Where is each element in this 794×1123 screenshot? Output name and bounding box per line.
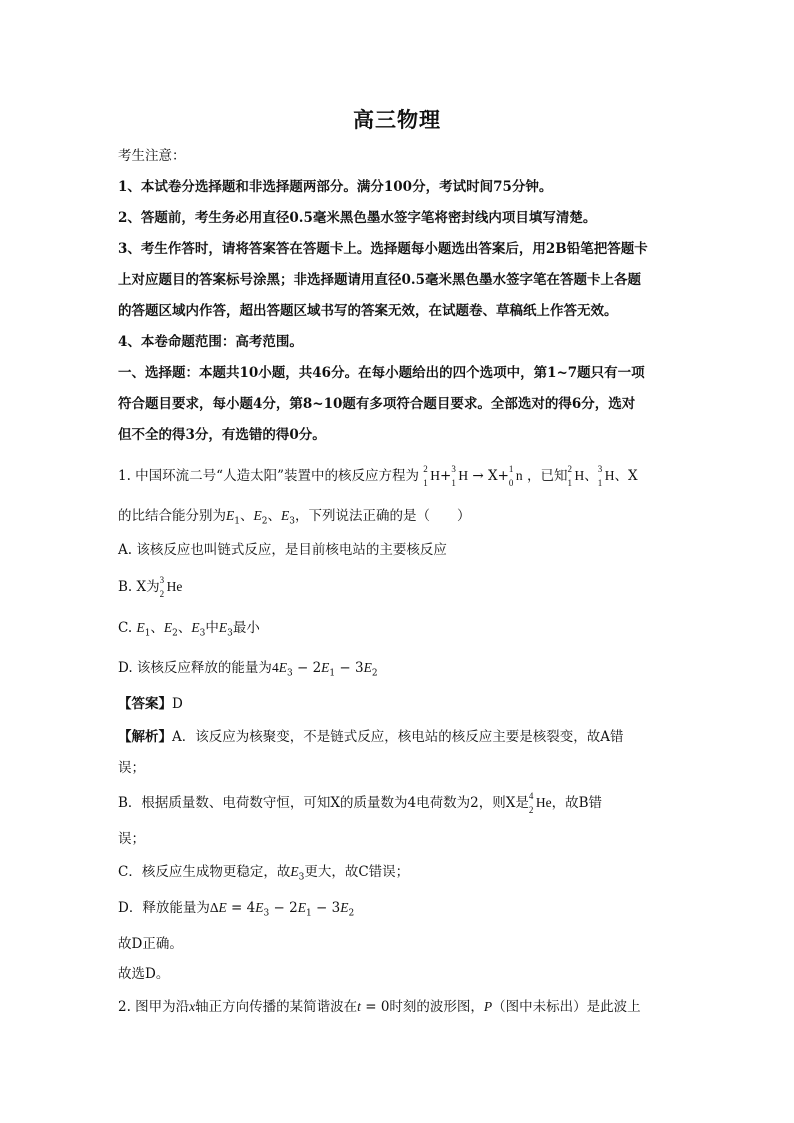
q1-stem-line2: 的比结合能分别为$E_1$、$E_2$、$E_3$，下列说法正确的是（ ） xyxy=(118,508,471,527)
q1-conclusion-2: 故选D。 xyxy=(118,966,170,982)
section-intro-2: 符合题目要求，每小题4分，第8~10题有多项符合题目要求。全部选对的得6分，选对 xyxy=(118,396,636,412)
q1-analysis-b2: 误； xyxy=(118,831,145,847)
notice-4: 4、本卷命题范围：高考范围。 xyxy=(118,334,303,350)
q1-option-b: B. X为 3 2 He xyxy=(118,575,183,599)
page-title: 高三物理 xyxy=(353,107,441,132)
section-intro-3: 但不全的得3分，有选错的得0分。 xyxy=(118,427,326,443)
section-intro-1: 一、选择题：本题共10小题，共46分。在每小题给出的四个选项中，第1~7题只有一项 xyxy=(118,365,645,381)
q1-analysis-b: B．根据质量数、电荷数守恒，可知X的质量数为4电荷数为2，则X是 4 2 He，故B错 xyxy=(118,791,602,815)
notice-heading: 考生注意： xyxy=(118,148,186,164)
q1-stem-line1: 1. 中国环流二号“人造太阳”装置中的核反应方程为 2 1 H+ 3 1 H → X+ 1 0 n ，已知 2 1 H、 3 1 H、X xyxy=(118,464,638,488)
reaction-equation: 2 1 H+ 3 1 H → X+ 1 0 n xyxy=(423,464,523,488)
notice-2: 2、答题前，考生务必用直径0.5毫米黑色墨水签字笔将密封线内项目填写清楚。 xyxy=(118,210,597,226)
q1-analysis-a2: 误； xyxy=(118,760,145,776)
q1-analysis-d: D．释放能量为$\Delta E = 4E_3 - 2E_1 - 3E_2$ xyxy=(118,900,355,919)
q2-stem-line1: 2. 图甲为沿x轴正方向传播的某简谐波在t = 0时刻的波形图，P（图中未标出）是此波上 xyxy=(118,999,641,1015)
notice-1: 1、本试卷分选择题和非选择题两部分。满分100分，考试时间75分钟。 xyxy=(118,179,553,195)
notice-3b: 上对应题目的答案标号涂黑；非选择题请用直径0.5毫米黑色墨水签字笔在答题卡上各题 xyxy=(118,272,641,288)
notice-3c: 的答题区域内作答，超出答题区域书写的答案无效，在试题卷、草稿纸上作答无效。 xyxy=(118,303,618,319)
q1-analysis-a: 【解析】A．该反应为核聚变，不是链式反应，核电站的核反应主要是核裂变，故A错 xyxy=(118,729,624,745)
q1-option-d: D. 该核反应释放的能量为$4E_3 - 2E_1 - 3E_2$ xyxy=(118,660,378,679)
q1-answer: 【答案】D xyxy=(118,696,183,712)
notice-3a: 3、考生作答时，请将答案答在答题卡上。选择题每小题选出答案后，用2B铅笔把答题卡 xyxy=(118,241,648,257)
q1-option-c: C. $E_1$、$E_2$、$E_3$中$E_3$最小 xyxy=(118,620,260,639)
q1-analysis-c: C．核反应生成物更稳定，故$E_3$更大，故C错误； xyxy=(118,864,410,883)
q1-option-a: A. 该核反应也叫链式反应，是目前核电站的主要核反应 xyxy=(118,542,447,558)
q1-conclusion-1: 故D正确。 xyxy=(118,936,183,952)
